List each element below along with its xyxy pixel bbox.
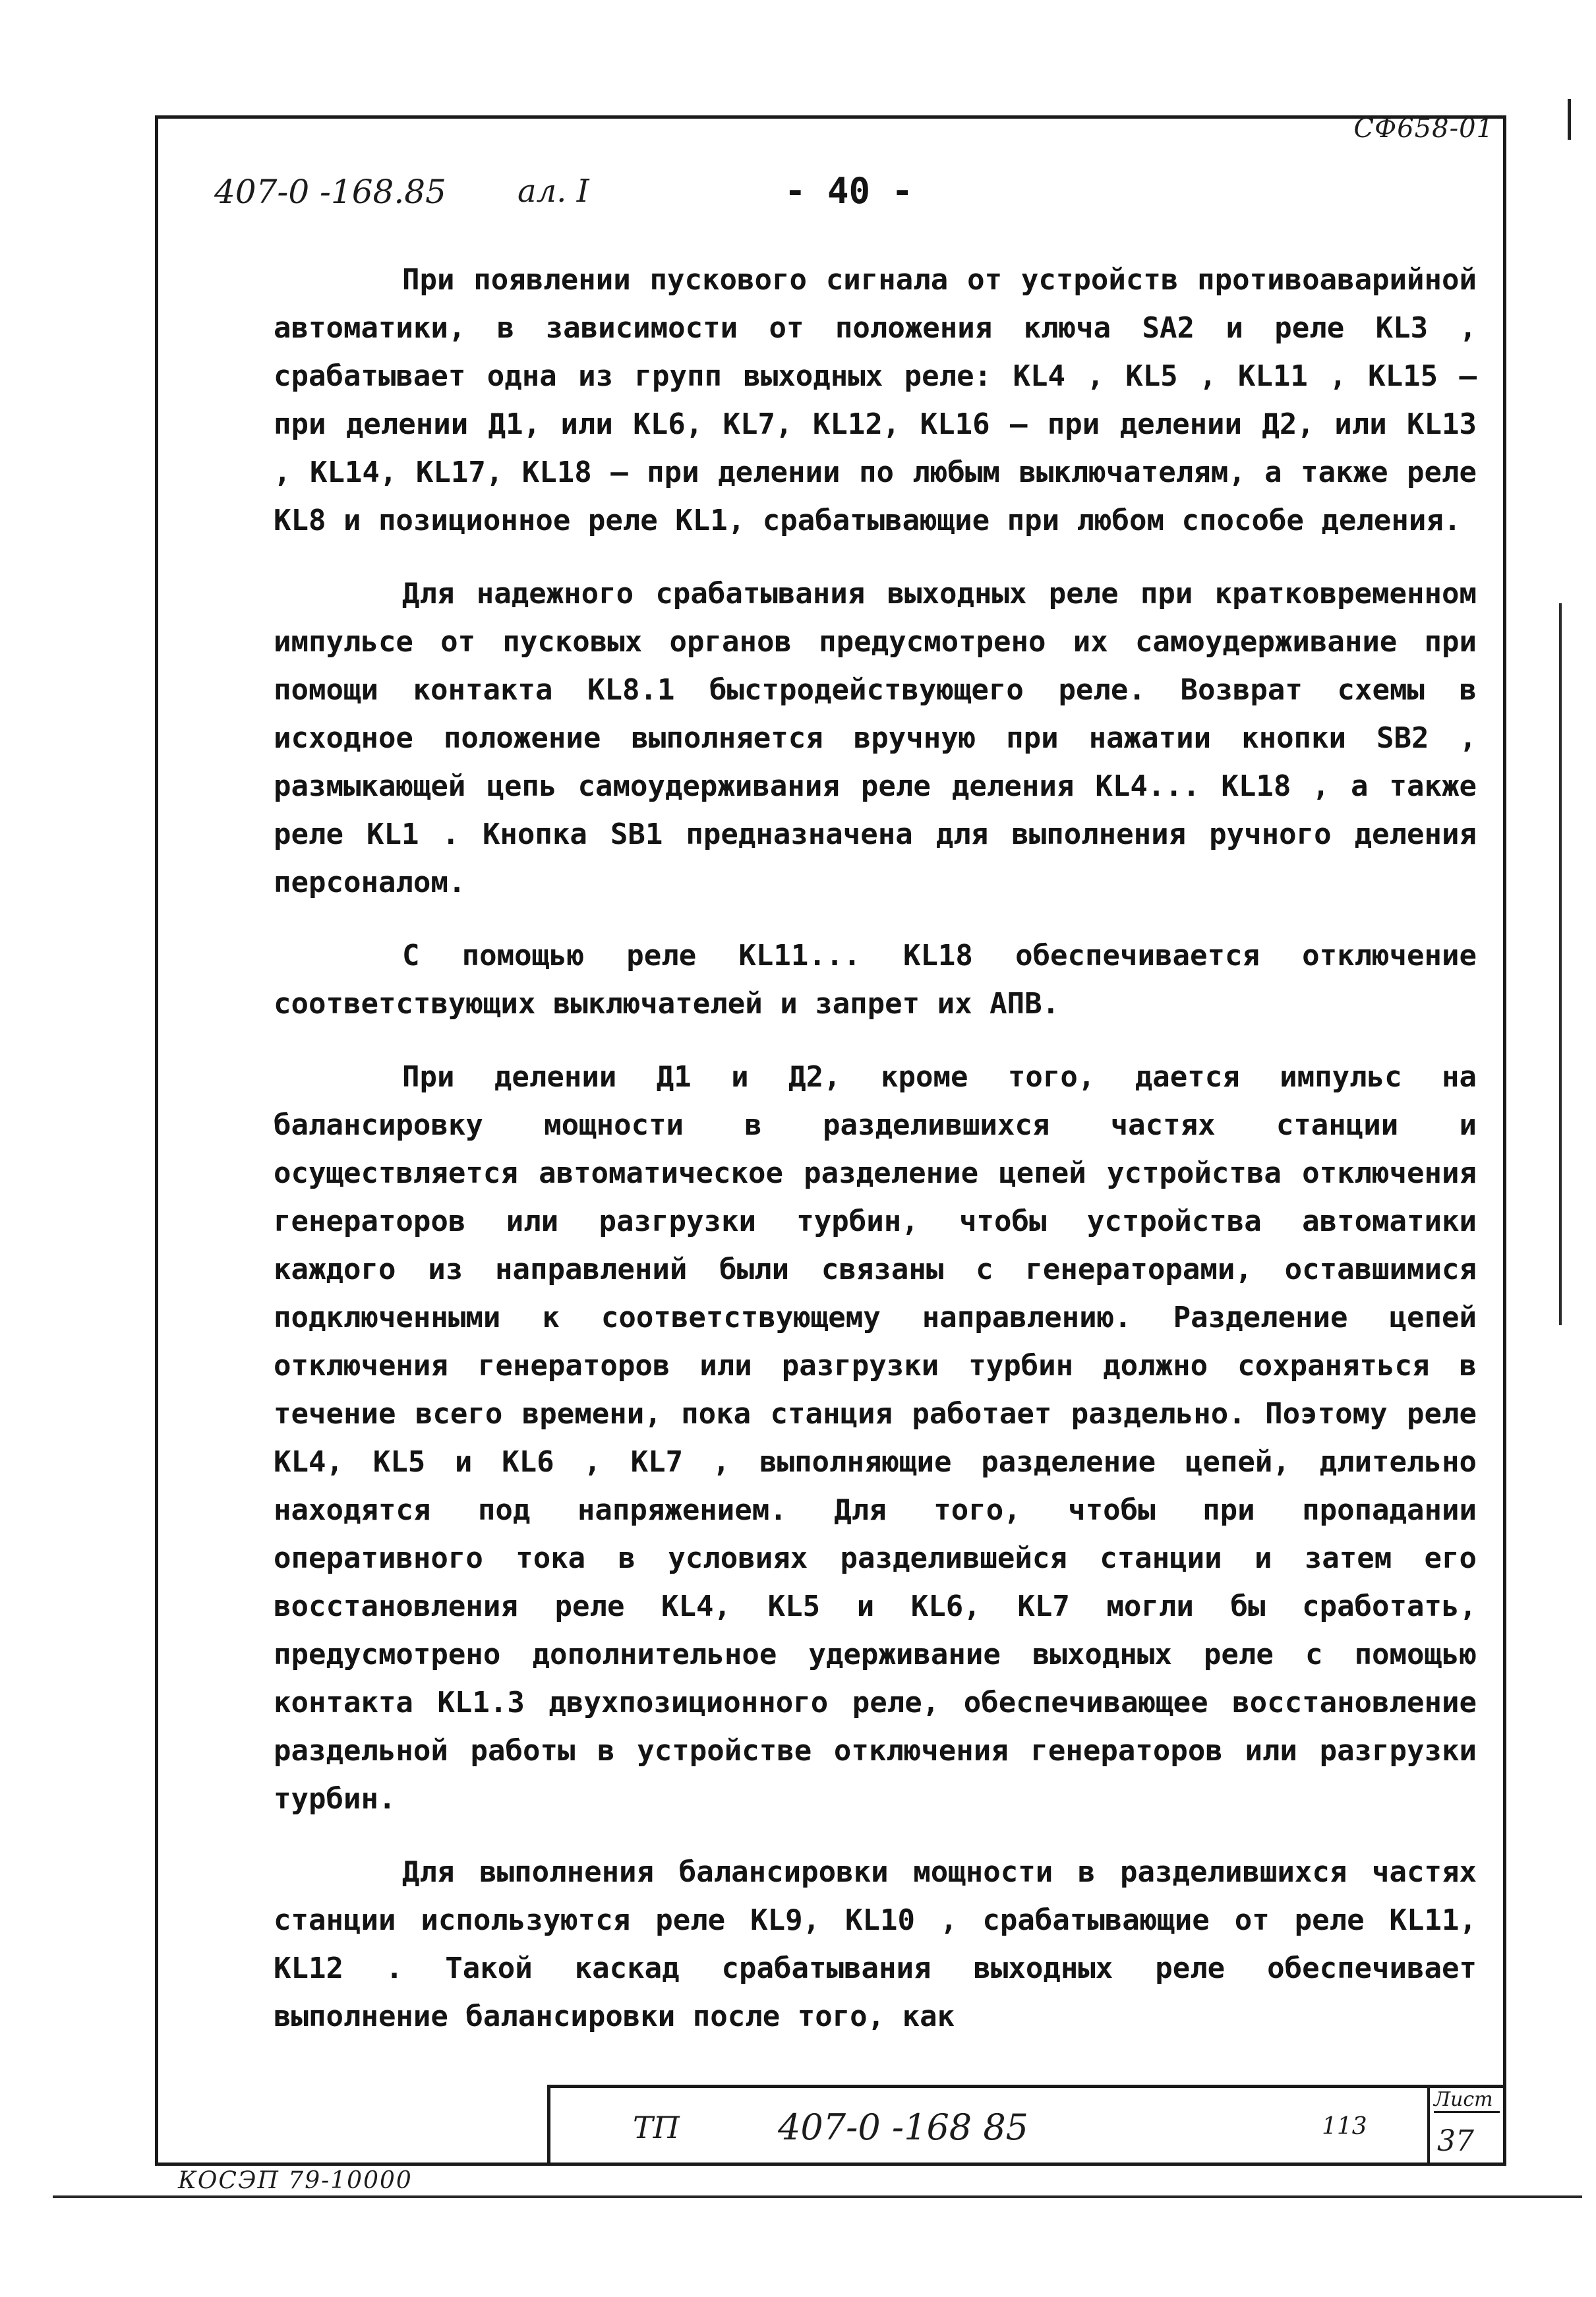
paragraph: Для надежного срабатывания выходных реле при кратковременном импульсе от пусковых органов предусмотрено их самоудерживание при помощи контакта КL8.1 быстродействующего реле. Возврат схемы в исходное положение выполняется вручную при нажатии кнопки SВ2 , размыкающей цепь самоудерживания реле деления КL4... КL18 , а также реле КL1 . Кнопка SВ1 предназначена для выполнения ручного деления персоналом. [274, 577, 1477, 899]
title-block-doc-code: 407-0 -168 85 [778, 2106, 1029, 2148]
paragraph: При появлении пускового сигнала от устройств противоаварийной автоматики, в зависимости от положения ключа SА2 и реле КL3 , срабатывает одна из групп выходных реле: КL4 , КL5 , КL11 , КL15 – при делении Д1, или КL6, КL7, КL12, КL16 – при делении Д2, или КL13 , КL14, КL17, КL18 – при делении по любым выключателям, а также реле КL8 и позиционное реле КL1, срабатывающие при любом способе деления. [274, 263, 1477, 537]
footer-code: КОСЭП 79-10000 [178, 2167, 413, 2194]
corner-document-code: СФ658-01 [1353, 113, 1494, 144]
title-block-tp: ТП [633, 2110, 680, 2145]
album-number: ал. I [517, 173, 589, 210]
margin-vertical-line [1559, 603, 1562, 1325]
paragraph: Для выполнения балансировки мощности в разделившихся частях станции используются реле КL9, КL10 , срабатывающие от реле КL11, КL12 . Такой каскад срабатывания выходных реле обеспечивает выполнение балансировки после того, как [274, 1855, 1477, 2033]
footer-rule [53, 2195, 1582, 2198]
document-body [274, 256, 1477, 2066]
page-number: - 40 - [784, 170, 914, 212]
margin-binding-mark [1568, 99, 1571, 140]
title-block-mark: 113 [1322, 2113, 1367, 2140]
paragraph: При делении Д1 и Д2, кроме того, дается импульс на балансировку мощности в разделившихся частях станции и осуществляется автоматическое разделение цепей устройства отключения генераторов или разгрузки турбин, чтобы устройства автоматики каждого из направлений были связаны с генераторами, оставшимися подключенными к соответствующему направлению. Разделение цепей отключения генераторов или разгрузки турбин должно сохраняться в течение всего времени, пока станция работает раздельно. Поэтому реле КL4, КL5 и КL6 , КL7 , выполняющие разделение цепей, длительно находятся под напряжением. Для того, чтобы при пропадании оперативного тока в условиях разделившейся станции и затем его восстановления реле КL4, КL5 и КL6, КL7 могли бы сработать, предусмотрено дополнительное удерживание выходных реле с помощью контакта КL1.3 двухпозиционного реле, обеспечивающее восстановление раздельной работы в устройстве отключения генераторов или разгрузки турбин. [274, 1060, 1477, 1816]
paragraph: С помощью реле КL11... КL18 обеспечивается отключение соответствующих выключателей и запрет их АПВ. [274, 939, 1477, 1021]
sheet-label: Лист [1434, 2088, 1500, 2113]
sheet-number: 37 [1437, 2124, 1474, 2158]
document-number: 407-0 -168.85 [214, 173, 446, 211]
